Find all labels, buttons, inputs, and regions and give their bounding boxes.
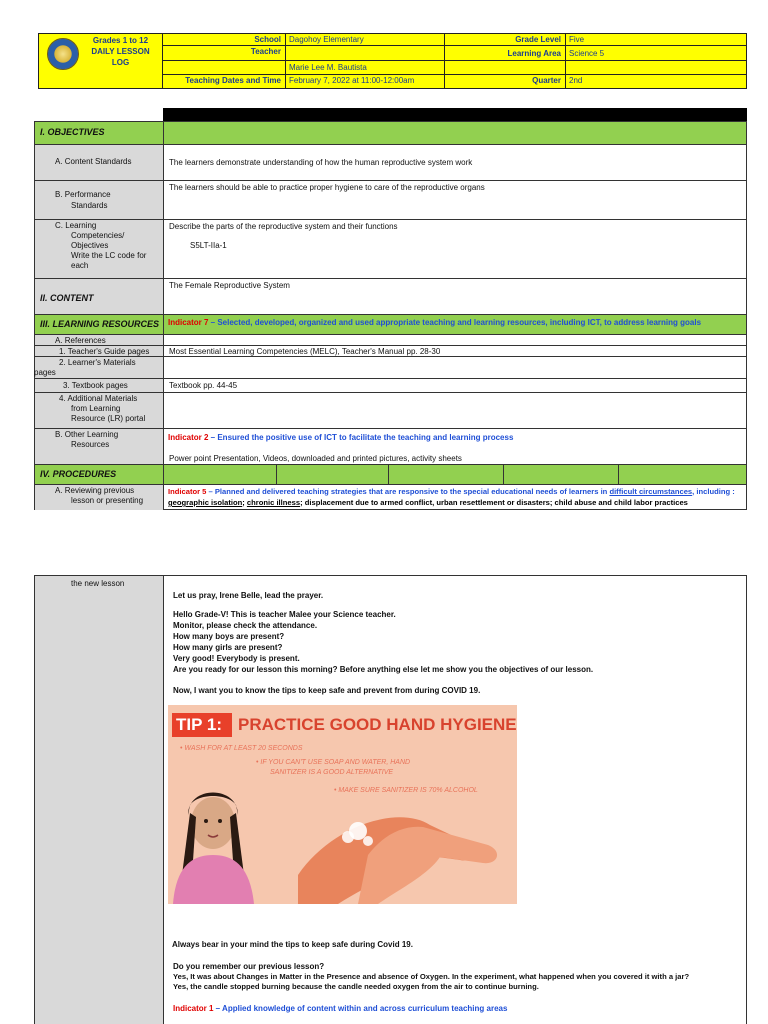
title-line: Grades 1 to 12: [92, 36, 149, 45]
learners-materials-label: pages: [34, 368, 56, 377]
body-line: Yes, It was about Changes in Matter in the Presence and absence of Oxygen. In the experiment, what happened when you covered it with a jar?: [173, 972, 690, 981]
body-line: Yes, the candle stopped burning because the candle needed oxygen from the air to continue burning.: [173, 982, 539, 991]
body-line: Very good! Everybody is present.: [173, 654, 300, 663]
procedures-row: [35, 465, 746, 485]
content-title: II. CONTENT: [40, 293, 94, 303]
body-line: Are you ready for our lesson this morning? Before anything else let me show you the objectives of our lesson.: [173, 665, 594, 674]
textbook-row: [35, 379, 746, 393]
performance-label: Standards: [71, 201, 108, 210]
dll-header: [38, 33, 747, 89]
label-line: Competencies/: [71, 231, 125, 240]
indicator-number: Indicator 1: [173, 1004, 214, 1013]
competencies-value: Describe the parts of the reproductive system and their functions: [169, 222, 398, 231]
reviewing-label: [55, 486, 143, 506]
tip-title: PRACTICE GOOD HAND HYGIENE: [238, 715, 517, 734]
label-line: Write the LC code for: [71, 251, 147, 260]
quarter-value: 2nd: [569, 76, 583, 85]
tip-bullet: • IF YOU CAN'T USE SOAP AND WATER, HAND: [256, 759, 411, 766]
indicator-5: [168, 486, 735, 508]
black-header-bar: [163, 108, 747, 121]
tip-bullet: SANITIZER IS A GOOD ALTERNATIVE: [270, 769, 394, 776]
teachers-guide-row: [35, 346, 746, 357]
lesson-table: [34, 121, 747, 510]
additional-materials-label: [59, 394, 145, 424]
label-line: each: [71, 261, 89, 270]
indicator-item: chronic illness: [246, 498, 301, 507]
teacher-label: Teacher: [250, 47, 281, 56]
teachers-guide-value: Most Essential Learning Competencies (MELC), Teacher's Manual pp. 28-30: [169, 347, 441, 356]
teachers-guide-label: 1. Teacher's Guide pages: [59, 347, 150, 356]
tip-bullet: • MAKE SURE SANITIZER IS 70% ALCOHOL: [334, 787, 478, 794]
resources-title: III. LEARNING RESOURCES: [40, 319, 160, 329]
grade-value: Five: [569, 35, 585, 44]
learners-materials-row: [35, 357, 746, 379]
label-line: lesson or presenting: [71, 496, 144, 505]
label-line: A. Reviewing previous: [55, 486, 135, 495]
indicator-text: – Selected, developed, organized and used appropriate teaching and learning resources, including ICT, to address learning goals: [208, 318, 702, 327]
content-value: The Female Reproductive System: [169, 281, 290, 290]
label-line: Resources: [71, 440, 110, 449]
indicator-number: Indicator 7: [168, 318, 209, 327]
references-label: A. References: [55, 336, 106, 345]
indicator-item: ; displacement due to armed conflict, urban resettlement or disasters; child abuse and child labor practices: [300, 498, 688, 507]
school-label: School: [254, 35, 281, 44]
other-resources-value: Power point Presentation, Videos, downloaded and printed pictures, activity sheets: [169, 454, 462, 463]
additional-materials-row: [35, 393, 746, 429]
area-label: Learning Area: [507, 49, 561, 58]
teacher-value: Marie Lee M. Bautista: [289, 63, 367, 72]
other-resources-label: [55, 430, 118, 450]
body-line: Let us pray, Irene Belle, lead the prayer.: [173, 591, 324, 600]
indicator-number: Indicator 2: [168, 433, 209, 442]
competencies-row: [35, 220, 746, 279]
quarter-label: Quarter: [532, 76, 561, 85]
dates-label: Teaching Dates and Time: [185, 76, 281, 85]
school-value: Dagohoy Elementary: [289, 35, 364, 44]
label-line: C. Learning: [55, 221, 97, 230]
dates-value: February 7, 2022 at 11:00-12:00am: [289, 76, 415, 85]
content-standards-value: The learners demonstrate understanding of how the human reproductive system work: [169, 158, 473, 167]
label-line: from Learning: [71, 404, 121, 413]
indicator-number: Indicator 5: [168, 487, 207, 496]
objectives-title: I. OBJECTIVES: [40, 127, 105, 137]
area-value: Science 5: [569, 49, 605, 58]
lesson-table-continued: [34, 575, 747, 1024]
indicator-text: – Planned and delivered teaching strategies that are responsive to the special educational needs of learners in: [206, 487, 610, 496]
procedures-title: IV. PROCEDURES: [40, 469, 117, 479]
body-line: How many girls are present?: [173, 643, 283, 652]
tip-bullet: • WASH FOR AT LEAST 20 SECONDS: [180, 745, 303, 752]
resources-row: [35, 315, 746, 335]
indicator-1: [173, 1004, 507, 1015]
textbook-label: 3. Textbook pages: [63, 381, 128, 390]
reviewing-label-continued: the new lesson: [71, 579, 125, 588]
textbook-value: Textbook pp. 44-45: [169, 381, 238, 390]
grade-label: Grade Level: [515, 35, 561, 44]
body-line: Hello Grade-V! This is teacher Malee your Science teacher.: [173, 610, 396, 619]
label-line: B. Other Learning: [55, 430, 119, 439]
reviewing-row: [35, 485, 746, 510]
body-line: Now, I want you to know the tips to keep safe and prevent from during COVID 19.: [173, 686, 481, 695]
label-line: Resource (LR) portal: [71, 414, 146, 423]
content-row: [35, 279, 746, 315]
body-line: Monitor, please check the attendance.: [173, 621, 318, 630]
indicator-text: – Ensured the positive use of ICT to facilitate the teaching and learning process: [208, 433, 514, 442]
competencies-label: [55, 221, 146, 271]
performance-label: B. Performance: [55, 190, 111, 199]
teacher-and-hands-illustration: [168, 705, 517, 904]
other-resources-row: [35, 429, 746, 465]
content-standards-row: [35, 145, 746, 181]
body-line: How many boys are present?: [173, 632, 285, 641]
title-line: LOG: [111, 58, 130, 67]
label-line: Objectives: [71, 241, 109, 250]
title-line: DAILY LESSON: [91, 47, 150, 56]
hand-hygiene-image: [168, 705, 517, 904]
indicator-2: [168, 432, 513, 443]
indicator-item: ;: [242, 498, 247, 507]
body-line: Do you remember our previous lesson?: [173, 962, 325, 971]
indicator-7: [168, 317, 701, 328]
learners-materials-label: 2. Learner's Materials: [59, 358, 136, 367]
references-row: [35, 335, 746, 346]
indicator-item: geographic isolation: [168, 498, 243, 507]
indicator-link: difficult circumstances: [609, 487, 693, 496]
label-line: 4. Additional Materials: [59, 394, 138, 403]
indicator-text: , including :: [692, 487, 735, 496]
performance-value: The learners should be able to practice proper hygiene to care of the reproductive organs: [169, 183, 485, 192]
content-standards-label: A. Content Standards: [55, 157, 132, 166]
deped-seal-icon: [47, 38, 79, 70]
lc-code: S5LT-IIa-1: [190, 241, 227, 250]
indicator-text: – Applied knowledge of content within and across curriculum teaching areas: [213, 1004, 508, 1013]
dll-title: [83, 35, 158, 68]
performance-standards-row: [35, 181, 746, 220]
body-line: Always bear in your mind the tips to keep safe during Covid 19.: [172, 940, 413, 949]
tip-badge: TIP 1:: [176, 715, 222, 734]
objectives-row: [35, 122, 746, 145]
